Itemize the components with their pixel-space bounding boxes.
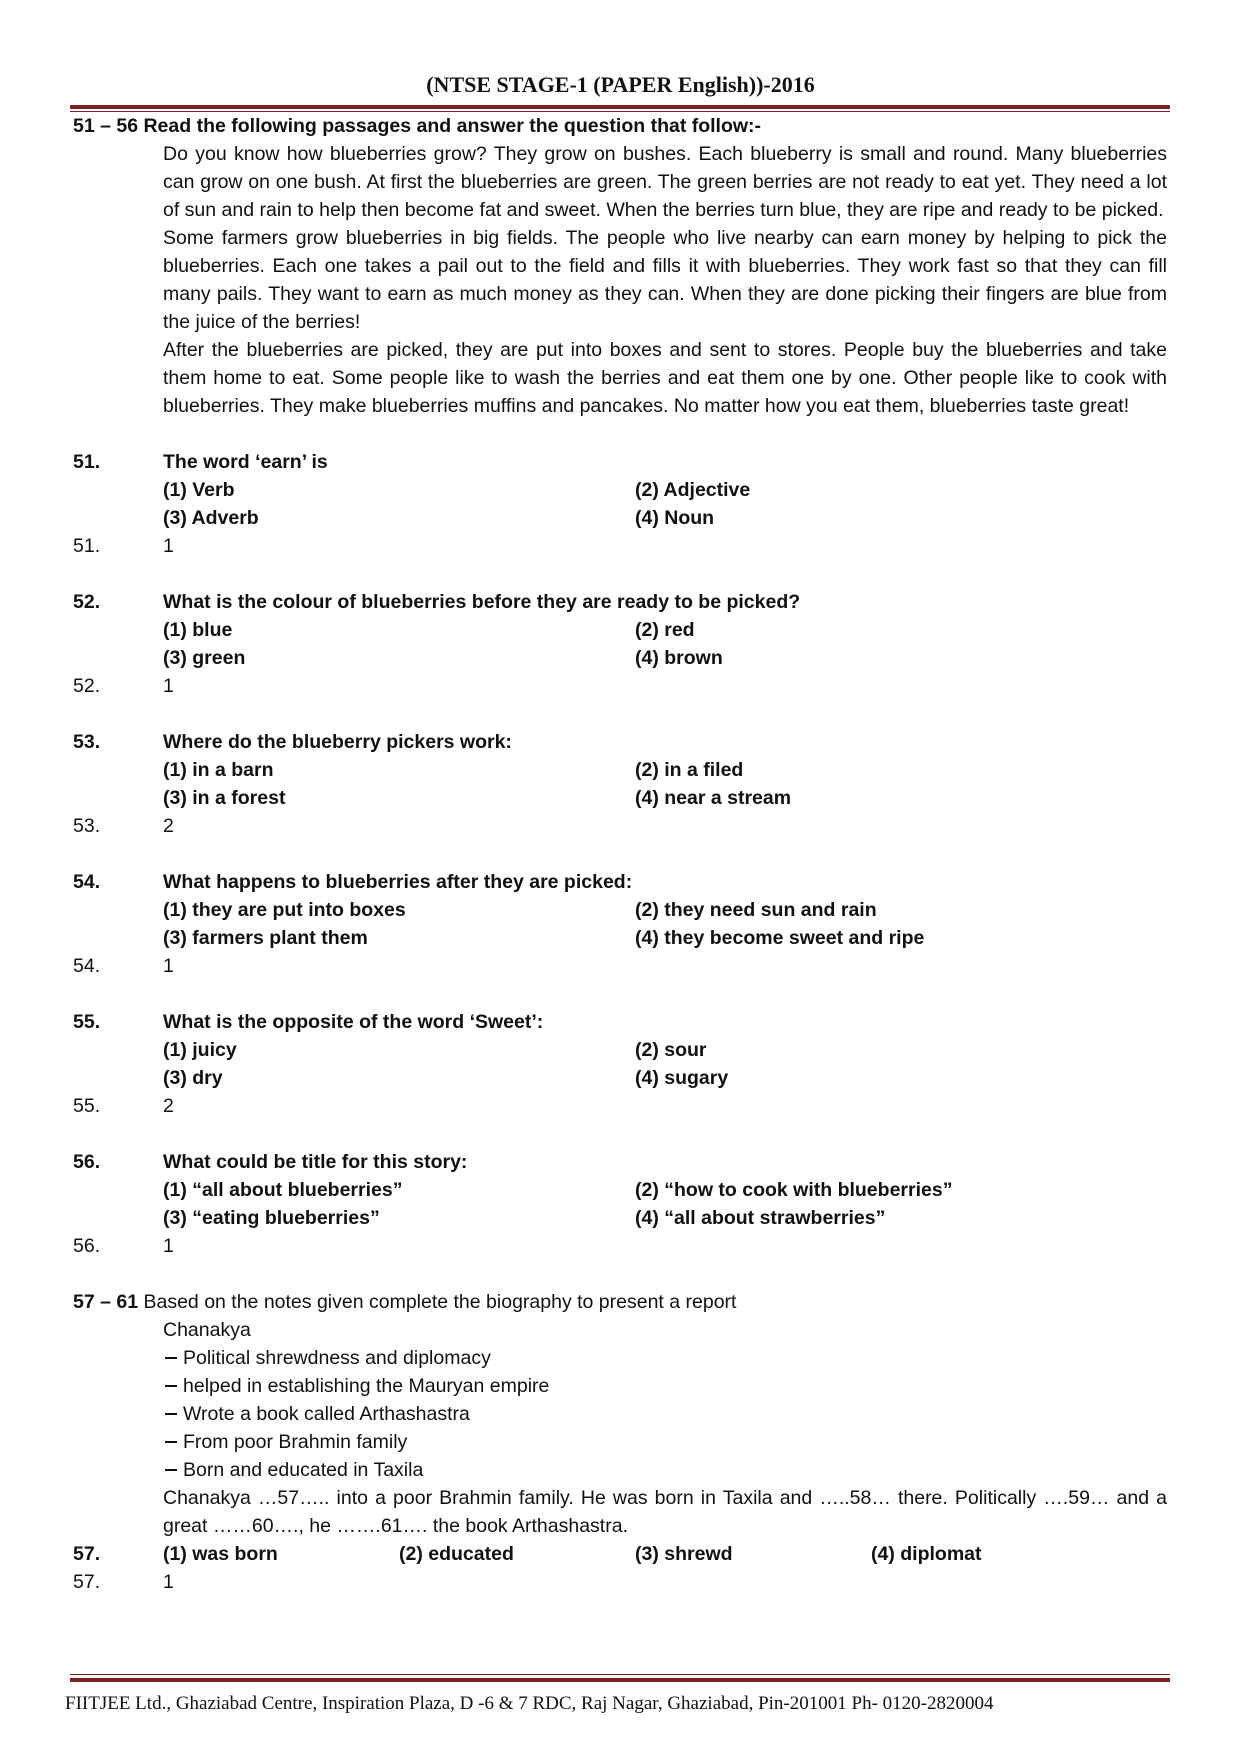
footer-rule-thin <box>70 1674 1170 1675</box>
passage-paragraph: Some farmers grow blueberries in big fields. The people who live nearby can earn money by helping to pick the blueberries. Each one takes a pail out to the field and fills it with blueberries. They work fast so that they can fill many pails. They want to earn as much money as they can. When they are done picking their fingers are blue from the juice of the berries! <box>163 227 1167 333</box>
question-52 <box>73 588 1168 700</box>
question-text: What happens to blueberries after they are picked: <box>163 871 633 893</box>
note-item <box>163 1400 1168 1428</box>
option: (4) brown <box>635 647 723 669</box>
dash-icon <box>165 1385 177 1387</box>
footer-address: FIITJEE Ltd., Ghaziabad Centre, Inspiration Plaza, D -6 & 7 RDC, Raj Nagar, Ghaziabad, Pin-201001 Ph- 0120-2820004 <box>65 1693 994 1714</box>
option: (3) Adverb <box>163 507 259 529</box>
page-title: (NTSE STAGE-1 (PAPER English))-2016 <box>426 72 815 97</box>
answer-number: 55. <box>73 1095 101 1117</box>
answer-value: 2 <box>163 815 174 837</box>
option: (4) “all about strawberries” <box>635 1207 886 1229</box>
question-54 <box>73 868 1168 980</box>
question-text: What could be title for this story: <box>163 1151 468 1173</box>
note-text: From poor Brahmin family <box>183 1431 408 1453</box>
option: (1) Verb <box>163 479 235 501</box>
question-text: The word ‘earn’ is <box>163 451 328 473</box>
question-51 <box>73 448 1168 560</box>
option: (1) blue <box>163 619 233 641</box>
option: (1) they are put into boxes <box>163 899 406 921</box>
question-number: 57. <box>73 1543 101 1565</box>
note-item <box>163 1344 1168 1372</box>
question-text: What is the opposite of the word ‘Sweet’: <box>163 1011 544 1033</box>
option: (3) dry <box>163 1067 223 1089</box>
note-text: helped in establishing the Mauryan empire <box>183 1375 550 1397</box>
note-item <box>163 1372 1168 1400</box>
answer-number: 52. <box>73 675 101 697</box>
option: (3) “eating blueberries” <box>163 1207 380 1229</box>
header-rule-thick <box>70 105 1170 109</box>
section-heading-text: Based on the notes given complete the biography to present a report <box>138 1291 737 1313</box>
option: (4) Noun <box>635 507 715 529</box>
option: (1) was born <box>163 1543 278 1565</box>
option: (2) they need sun and rain <box>635 899 877 921</box>
option: (2) “how to cook with blueberries” <box>635 1179 953 1201</box>
option: (3) in a forest <box>163 787 286 809</box>
option: (3) farmers plant them <box>163 927 368 949</box>
question-number: 53. <box>73 731 101 753</box>
question-53 <box>73 728 1168 840</box>
option: (4) they become sweet and ripe <box>635 927 925 949</box>
document-body <box>73 112 1168 1596</box>
answer-value: 1 <box>163 1571 174 1593</box>
note-item <box>163 1428 1168 1456</box>
option: (1) “all about blueberries” <box>163 1179 403 1201</box>
passage <box>163 140 1167 420</box>
answer-value: 1 <box>163 535 174 557</box>
option: (2) educated <box>399 1543 514 1565</box>
answer-value: 1 <box>163 955 174 977</box>
dash-icon <box>165 1413 177 1415</box>
question-number: 52. <box>73 591 101 613</box>
note-text: Political shrewdness and diplomacy <box>183 1347 491 1369</box>
question-number: 56. <box>73 1151 101 1173</box>
passage-paragraph: Do you know how blueberries grow? They grow on bushes. Each blueberry is small and round. Many blueberries can grow on one bush. At first the blueberries are green. The green berries are not ready to eat yet. They need a lot of sun and rain to help then become fat and sweet. When the berries turn blue, they are ripe and ready to be picked. <box>163 143 1167 221</box>
question-number: 55. <box>73 1011 101 1033</box>
section-heading-51-56: 51 – 56 Read the following passages and answer the question that follow:- <box>73 115 762 137</box>
footer-rule-thick <box>70 1678 1170 1682</box>
answer-number: 53. <box>73 815 101 837</box>
notes <box>163 1316 1168 1540</box>
note-subject: Chanakya <box>163 1319 251 1341</box>
note-text: Born and educated in Taxila <box>183 1459 424 1481</box>
answer-number: 54. <box>73 955 101 977</box>
option: (3) green <box>163 647 246 669</box>
option: (2) in a filed <box>635 759 744 781</box>
dash-icon <box>165 1469 177 1471</box>
dash-icon <box>165 1441 177 1443</box>
question-55 <box>73 1008 1168 1120</box>
answer-number: 51. <box>73 535 101 557</box>
note-item <box>163 1456 1168 1484</box>
section-heading-number: 57 – 61 <box>73 1291 139 1313</box>
dash-icon <box>165 1357 177 1359</box>
option: (3) shrewd <box>635 1543 733 1565</box>
answer-number: 57. <box>73 1571 101 1593</box>
option: (1) juicy <box>163 1039 237 1061</box>
question-56 <box>73 1148 1168 1260</box>
answer-number: 56. <box>73 1235 101 1257</box>
option: (4) sugary <box>635 1067 729 1089</box>
question-number: 54. <box>73 871 101 893</box>
option: (4) diplomat <box>871 1543 982 1565</box>
question-number: 51. <box>73 451 101 473</box>
section-57-61 <box>73 1288 1168 1596</box>
answer-value: 2 <box>163 1095 174 1117</box>
passage-paragraph: After the blueberries are picked, they are put into boxes and sent to stores. People buy the blueberries and take them home to eat. Some people like to wash the berries and eat them one by one. Other people like to cook with blueberries. They make blueberries muffins and pancakes. No matter how you eat them, blueberries taste great! <box>163 339 1167 417</box>
option: (2) red <box>635 619 695 641</box>
option: (1) in a barn <box>163 759 274 781</box>
question-text: What is the colour of blueberries before they are ready to be picked? <box>163 591 801 613</box>
option: (2) sour <box>635 1039 707 1061</box>
option: (2) Adjective <box>635 479 751 501</box>
note-text: Wrote a book called Arthashastra <box>183 1403 470 1425</box>
answer-value: 1 <box>163 1235 174 1257</box>
option: (4) near a stream <box>635 787 792 809</box>
question-text: Where do the blueberry pickers work: <box>163 731 512 753</box>
biography-passage: Chanakya …57….. into a poor Brahmin family. He was born in Taxila and …..58… there. Politically ….59… and a great ……60…., he …….61…. the book Arthashastra. <box>163 1487 1167 1537</box>
answer-value: 1 <box>163 675 174 697</box>
